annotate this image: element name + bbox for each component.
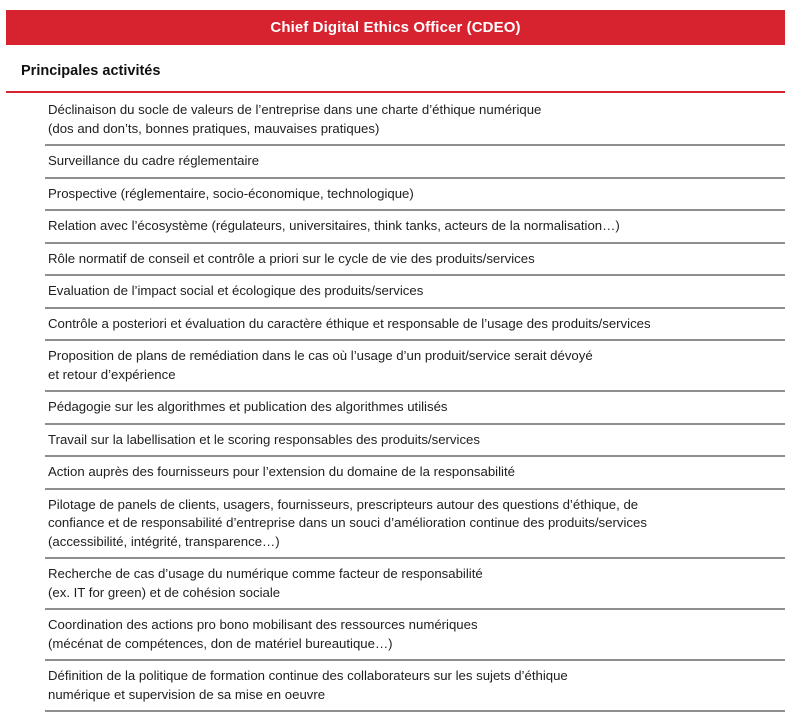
list-item: Recherche de cas d’usage du numérique comme facteur de responsabilité (ex. IT for green) et de cohésion sociale [45, 559, 785, 610]
list-item: Pilotage de panels de clients, usagers, fournisseurs, prescripteurs autour des questions d’éthique, de confiance et de responsabilité d’entreprise dans un souci d’amélioration continue des produits/services (accessibilité, intégrité, transparence…) [45, 490, 785, 560]
list-item: Déclinaison du socle de valeurs de l’entreprise dans une charte d’éthique numérique (dos and don’ts, bonnes pratiques, mauvaises pratiques) [45, 93, 785, 146]
list-item: Rôle normatif de conseil et contrôle a priori sur le cycle de vie des produits/services [45, 244, 785, 277]
list-item: Proposition de plans de remédiation dans le cas où l’usage d’un produit/service serait dévoyé et retour d’expérience [45, 341, 785, 392]
title-banner [6, 10, 785, 45]
page-title: Chief Digital Ethics Officer (CDEO) [270, 19, 521, 36]
list-item: Travail sur la labellisation et le scoring responsables des produits/services [45, 425, 785, 458]
section-title: Principales activités [21, 63, 161, 79]
list-item: Contrôle a posteriori et évaluation du caractère éthique et responsable de l’usage des produits/services [45, 309, 785, 342]
list-item: Surveillance du cadre réglementaire [45, 146, 785, 179]
activities-list [45, 93, 785, 712]
list-item: Prospective (réglementaire, socio-économique, technologique) [45, 179, 785, 212]
list-item: Pédagogie sur les algorithmes et publication des algorithmes utilisés [45, 392, 785, 425]
list-item: Relation avec l’écosystème (régulateurs, universitaires, think tanks, acteurs de la normalisation…) [45, 211, 785, 244]
list-item: Définition de la politique de formation continue des collaborateurs sur les sujets d’éthique numérique et supervision de sa mise en oeuvre [45, 661, 785, 712]
list-item: Action auprès des fournisseurs pour l’extension du domaine de la responsabilité [45, 457, 785, 490]
list-item: Evaluation de l’impact social et écologique des produits/services [45, 276, 785, 309]
list-item: Coordination des actions pro bono mobilisant des ressources numériques (mécénat de compétences, don de matériel bureautique…) [45, 610, 785, 661]
